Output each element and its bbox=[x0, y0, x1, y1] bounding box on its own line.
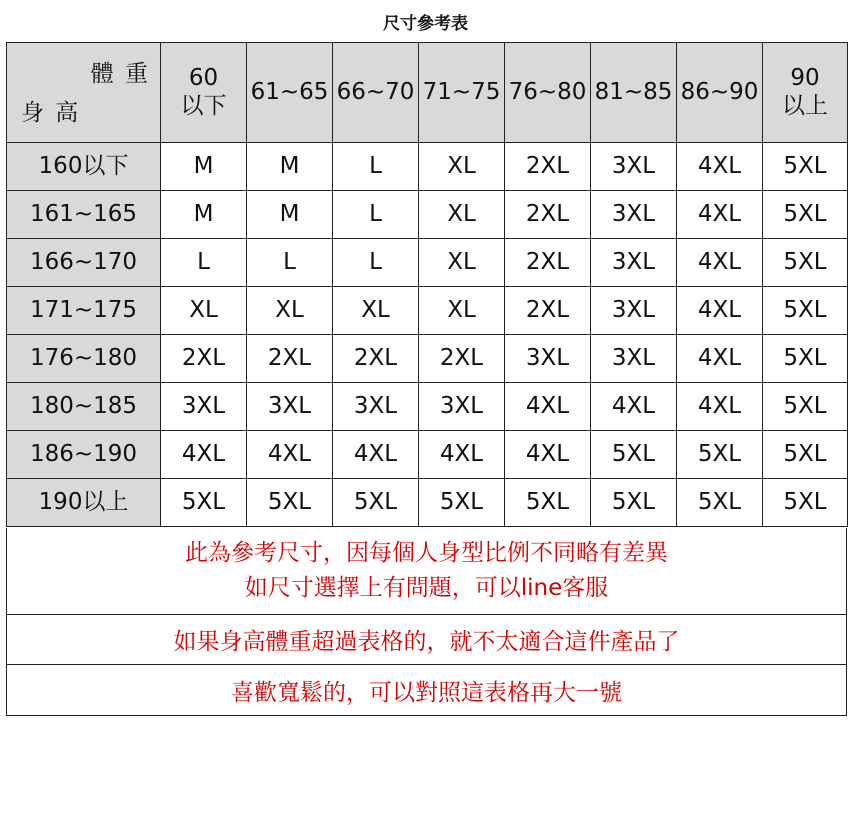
size-cell: 4XL bbox=[419, 431, 505, 479]
size-cell: 2XL bbox=[247, 335, 333, 383]
size-cell: 5XL bbox=[591, 479, 677, 527]
weight-header-cell: 76~80 bbox=[505, 43, 591, 143]
size-cell: 5XL bbox=[763, 335, 848, 383]
size-cell: 3XL bbox=[333, 383, 419, 431]
height-row-header: 160以下 bbox=[7, 143, 161, 191]
size-chart-table bbox=[6, 42, 848, 527]
size-cell: M bbox=[247, 143, 333, 191]
size-cell: 4XL bbox=[677, 287, 763, 335]
header-row bbox=[7, 43, 848, 143]
size-cell: 5XL bbox=[677, 431, 763, 479]
size-cell: XL bbox=[419, 143, 505, 191]
size-cell: M bbox=[161, 191, 247, 239]
size-cell: 5XL bbox=[419, 479, 505, 527]
table-row bbox=[7, 287, 848, 335]
height-row-header: 166~170 bbox=[7, 239, 161, 287]
size-cell: 5XL bbox=[763, 143, 848, 191]
size-cell: 3XL bbox=[419, 383, 505, 431]
size-cell: 4XL bbox=[591, 383, 677, 431]
size-cell: XL bbox=[419, 191, 505, 239]
size-cell: 5XL bbox=[333, 479, 419, 527]
size-cell: 3XL bbox=[591, 335, 677, 383]
size-cell: 4XL bbox=[677, 383, 763, 431]
size-cell: 3XL bbox=[591, 239, 677, 287]
height-row-header: 176~180 bbox=[7, 335, 161, 383]
size-cell: L bbox=[333, 239, 419, 287]
size-cell: XL bbox=[247, 287, 333, 335]
size-cell: M bbox=[247, 191, 333, 239]
notes-table bbox=[6, 528, 847, 716]
height-row-header: 171~175 bbox=[7, 287, 161, 335]
size-cell: L bbox=[333, 191, 419, 239]
size-cell: 2XL bbox=[161, 335, 247, 383]
size-cell: 2XL bbox=[419, 335, 505, 383]
size-cell: 4XL bbox=[505, 431, 591, 479]
size-cell: 2XL bbox=[505, 143, 591, 191]
size-cell: L bbox=[333, 143, 419, 191]
table-row bbox=[7, 239, 848, 287]
size-cell: 5XL bbox=[161, 479, 247, 527]
weight-header-cell: 71~75 bbox=[419, 43, 505, 143]
table-row bbox=[7, 479, 848, 527]
size-cell: 4XL bbox=[161, 431, 247, 479]
size-cell: 3XL bbox=[505, 335, 591, 383]
size-cell: XL bbox=[419, 239, 505, 287]
weight-header-cell: 60 以下 bbox=[161, 43, 247, 143]
size-cell: XL bbox=[419, 287, 505, 335]
height-row-header: 161~165 bbox=[7, 191, 161, 239]
size-cell: 4XL bbox=[247, 431, 333, 479]
weight-header-cell: 81~85 bbox=[591, 43, 677, 143]
weight-axis-label: 體 重 bbox=[90, 61, 150, 87]
height-row-header: 186~190 bbox=[7, 431, 161, 479]
size-cell: 5XL bbox=[763, 383, 848, 431]
size-cell: 4XL bbox=[333, 431, 419, 479]
size-cell: 5XL bbox=[763, 431, 848, 479]
size-cell: 4XL bbox=[677, 239, 763, 287]
weight-header-cell: 86~90 bbox=[677, 43, 763, 143]
size-cell: 4XL bbox=[677, 143, 763, 191]
size-cell: 2XL bbox=[505, 287, 591, 335]
size-cell: XL bbox=[161, 287, 247, 335]
size-cell: 5XL bbox=[247, 479, 333, 527]
corner-header-cell bbox=[7, 43, 161, 143]
size-cell: 5XL bbox=[591, 431, 677, 479]
size-cell: L bbox=[161, 239, 247, 287]
size-cell: XL bbox=[333, 287, 419, 335]
note-disclaimer: 此為參考尺寸，因每個人身型比例不同略有差異 如尺寸選擇上有問題，可以line客服 bbox=[7, 528, 847, 615]
size-cell: 5XL bbox=[763, 479, 848, 527]
table-row bbox=[7, 143, 848, 191]
weight-header-cell: 61~65 bbox=[247, 43, 333, 143]
size-cell: 5XL bbox=[763, 287, 848, 335]
size-cell: 4XL bbox=[677, 335, 763, 383]
weight-header-cell: 66~70 bbox=[333, 43, 419, 143]
size-cell: L bbox=[247, 239, 333, 287]
size-cell: 3XL bbox=[591, 143, 677, 191]
note-out-of-range: 如果身高體重超過表格的，就不太適合這件產品了 bbox=[7, 615, 847, 665]
size-cell: 2XL bbox=[333, 335, 419, 383]
weight-header-cell: 90 以上 bbox=[763, 43, 848, 143]
size-cell: 4XL bbox=[677, 191, 763, 239]
note-loose-fit: 喜歡寬鬆的，可以對照這表格再大一號 bbox=[7, 665, 847, 716]
height-row-header: 190以上 bbox=[7, 479, 161, 527]
size-cell: 5XL bbox=[763, 239, 848, 287]
size-cell: 5XL bbox=[763, 191, 848, 239]
height-row-header: 180~185 bbox=[7, 383, 161, 431]
table-row bbox=[7, 383, 848, 431]
size-cell: 3XL bbox=[591, 191, 677, 239]
size-cell: 5XL bbox=[505, 479, 591, 527]
table-row bbox=[7, 431, 848, 479]
size-cell: 2XL bbox=[505, 191, 591, 239]
size-cell: 5XL bbox=[677, 479, 763, 527]
height-axis-label: 身 高 bbox=[21, 100, 81, 127]
size-cell: 2XL bbox=[505, 239, 591, 287]
page-title: 尺寸參考表 bbox=[383, 14, 468, 34]
size-cell: M bbox=[161, 143, 247, 191]
table-row bbox=[7, 335, 848, 383]
size-cell: 3XL bbox=[591, 287, 677, 335]
size-cell: 4XL bbox=[505, 383, 591, 431]
size-cell: 3XL bbox=[247, 383, 333, 431]
table-row bbox=[7, 191, 848, 239]
size-cell: 3XL bbox=[161, 383, 247, 431]
